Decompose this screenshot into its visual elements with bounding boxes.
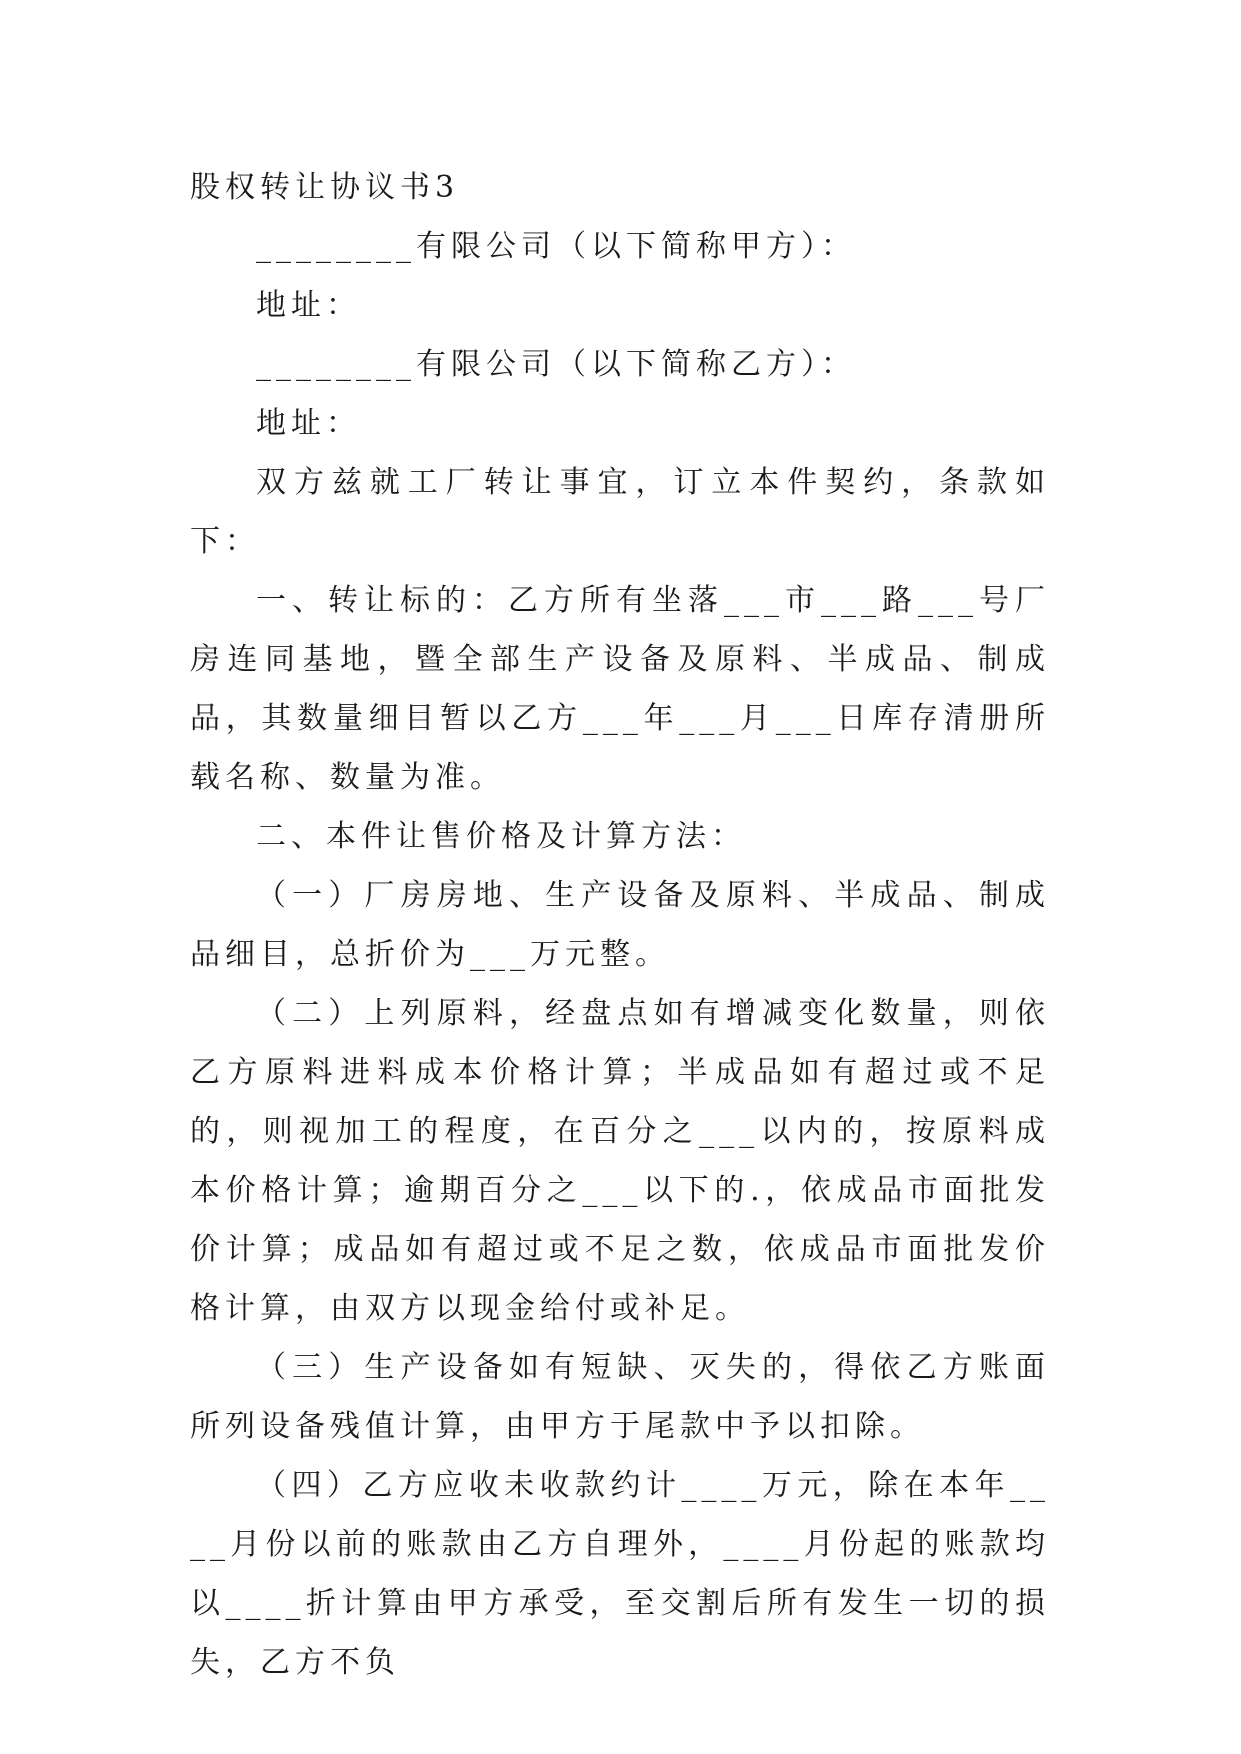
- party-b-line: ________有限公司（以下简称乙方）：: [256, 347, 856, 382]
- preamble-paragraph: 双方兹就工厂转让事宜，订立本件契约，条款如下：: [190, 465, 1050, 559]
- party-a-address: 地址：: [256, 288, 361, 323]
- clause-2-item-1: （一）厂房房地、生产设备及原料、半成品、制成品细目，总折价为___万元整。: [190, 878, 1050, 972]
- party-b-address: 地址：: [256, 406, 361, 441]
- clause-1-paragraph: 一、转让标的：乙方所有坐落___市___路___号厂房连同基地，暨全部生产设备及原料、半成品、制成品，其数量细目暂以乙方___年___月___日库存清册所载名称、数量为准。: [190, 583, 1050, 795]
- clause-2-heading: 二、本件让售价格及计算方法：: [256, 819, 746, 854]
- clause-2-item-3: （三）生产设备如有短缺、灭失的，得依乙方账面所列设备残值计算，由甲方于尾款中予以扣除。: [190, 1350, 1050, 1444]
- clause-2-item-4: （四）乙方应收未收款约计____万元，除在本年____月份以前的账款由乙方自理外，____月份起的账款均以____折计算由甲方承受，至交割后所有发生一切的损失，乙方不负: [190, 1468, 1050, 1680]
- party-a-line: ________有限公司（以下简称甲方）：: [256, 229, 856, 264]
- clause-2-item-2: （二）上列原料，经盘点如有增减变化数量，则依乙方原料进料成本价格计算；半成品如有超过或不足的，则视加工的程度，在百分之___以内的，按原料成本价格计算；逾期百分之___以下的.，依成品市面批发价计算；成品如有超过或不足之数，依成品市面批发价格计算，由双方以现金给付或补足。: [190, 996, 1050, 1326]
- document-body: [190, 158, 1050, 1692]
- document-title: 股权转让协议书3: [190, 170, 460, 205]
